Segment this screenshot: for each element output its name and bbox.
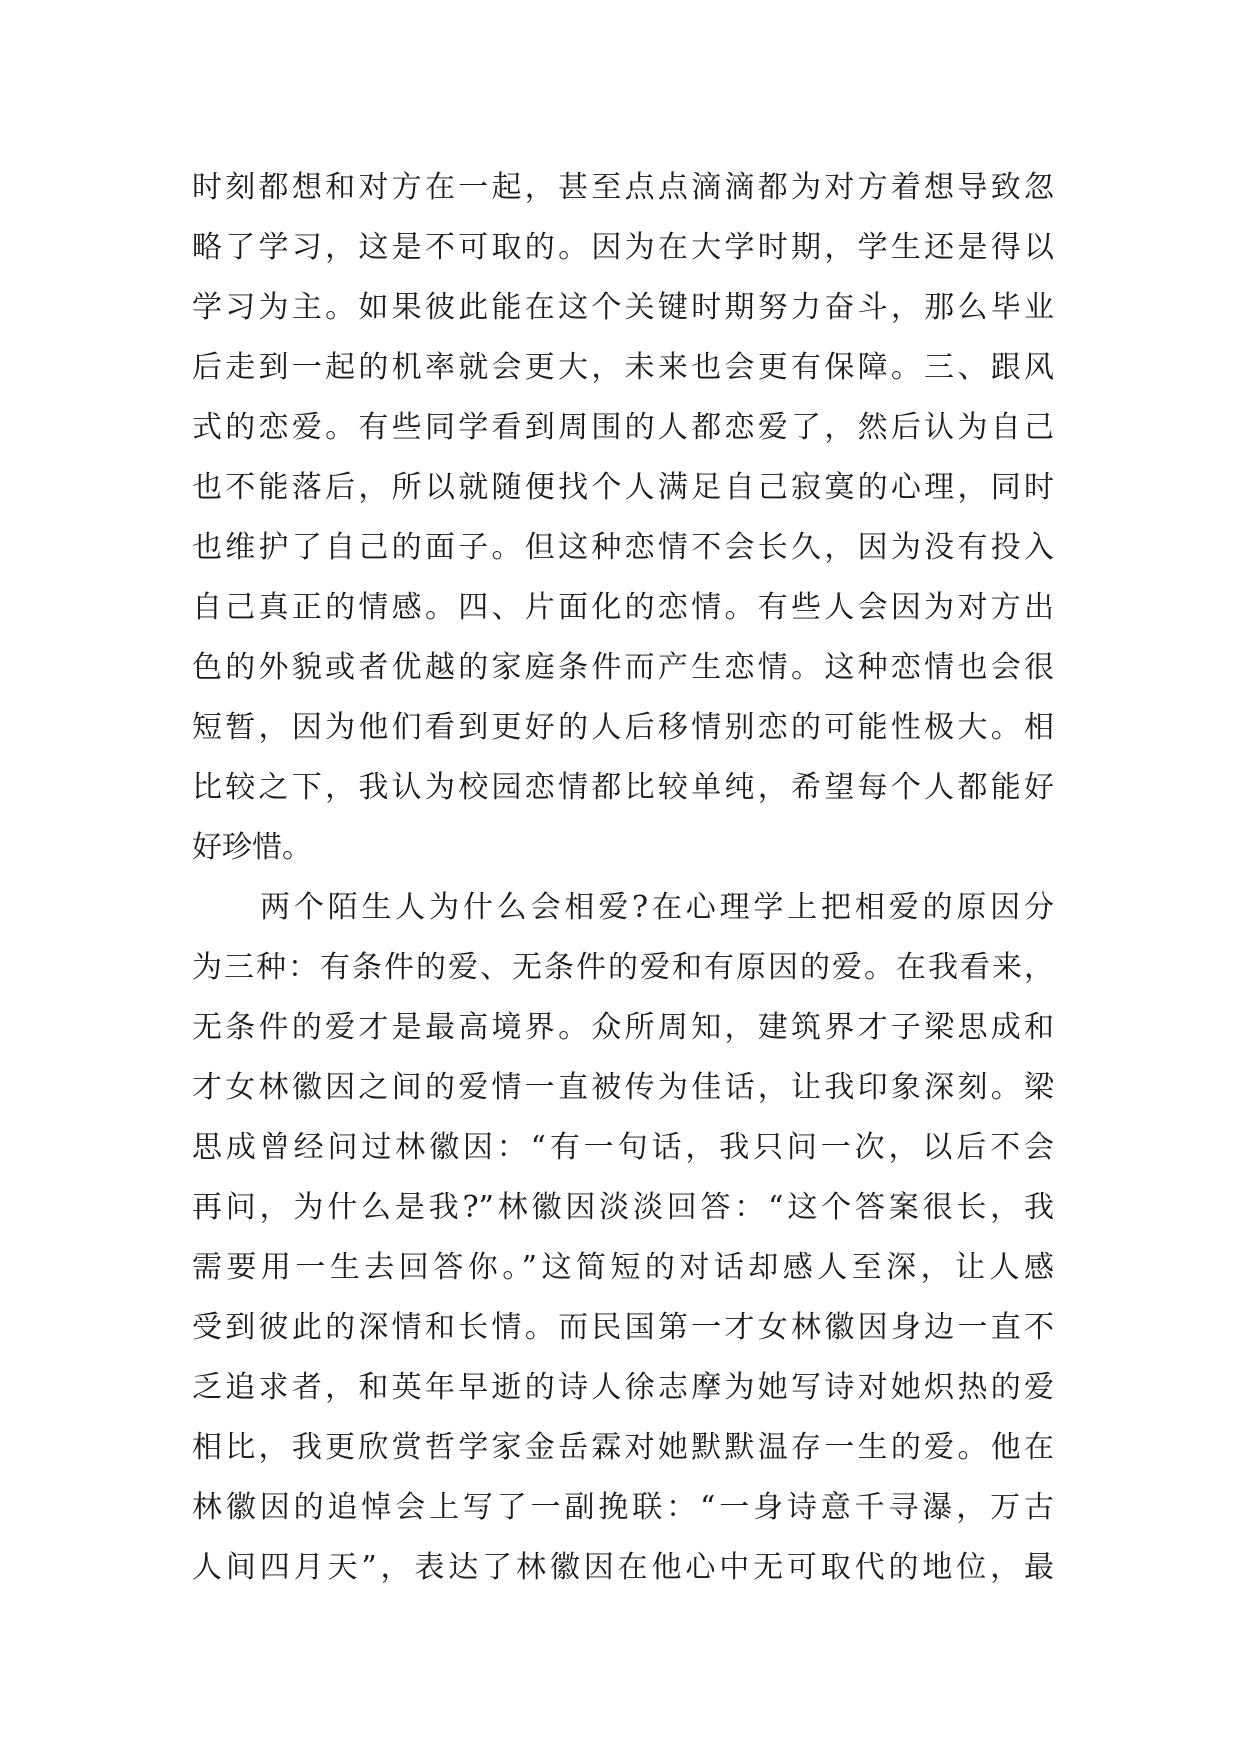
text-line: 人间四月天”，表达了林徽因在他心中无可取代的地位，最	[192, 1550, 1054, 1585]
text-line: 也不能落后，所以就随便找个人满足自己寂寞的心理，同时	[192, 470, 1054, 505]
paragraph-2	[192, 878, 1054, 1598]
text-line: 受到彼此的深情和长情。而民国第一才女林徽因身边一直不	[192, 1310, 1054, 1345]
text-line: 为三种：有条件的爱、无条件的爱和有原因的爱。在我看来，	[192, 950, 1054, 985]
text-line: 无条件的爱才是最高境界。众所周知，建筑界才子梁思成和	[192, 1010, 1054, 1045]
text-line: 时刻都想和对方在一起，甚至点点滴滴都为对方着想导致忽	[192, 170, 1054, 205]
text-line: 式的恋爱。有些同学看到周围的人都恋爱了，然后认为自己	[192, 410, 1054, 445]
text-line: 林徽因的追悼会上写了一副挽联：“一身诗意千寻瀑，万古	[192, 1490, 1054, 1525]
text-line: 两个陌生人为什么会相爱?在心理学上把相爱的原因分	[260, 890, 1054, 925]
text-line: 再问，为什么是我?”林徽因淡淡回答：“这个答案很长，我	[192, 1190, 1054, 1225]
text-line: 需要用一生去回答你。”这简短的对话却感人至深，让人感	[192, 1250, 1054, 1285]
text-line: 才女林徽因之间的爱情一直被传为佳话，让我印象深刻。梁	[192, 1070, 1054, 1105]
text-line: 自己真正的情感。四、片面化的恋情。有些人会因为对方出	[192, 590, 1054, 625]
text-line: 色的外貌或者优越的家庭条件而产生恋情。这种恋情也会很	[192, 650, 1054, 685]
text-line: 也维护了自己的面子。但这种恋情不会长久，因为没有投入	[192, 530, 1054, 565]
text-line: 略了学习，这是不可取的。因为在大学时期，学生还是得以	[192, 230, 1054, 265]
text-line: 好珍惜。	[192, 830, 312, 865]
text-line: 思成曾经问过林徽因：“有一句话，我只问一次，以后不会	[192, 1130, 1054, 1165]
text-line: 短暂，因为他们看到更好的人后移情别恋的可能性极大。相	[192, 710, 1054, 745]
paragraph-1	[192, 158, 1054, 878]
text-line: 相比，我更欣赏哲学家金岳霖对她默默温存一生的爱。他在	[192, 1430, 1054, 1465]
text-line: 学习为主。如果彼此能在这个关键时期努力奋斗，那么毕业	[192, 290, 1054, 325]
text-line: 比较之下，我认为校园恋情都比较单纯，希望每个人都能好	[192, 770, 1054, 805]
text-line: 乏追求者，和英年早逝的诗人徐志摩为她写诗对她炽热的爱	[192, 1370, 1054, 1405]
text-line: 后走到一起的机率就会更大，未来也会更有保障。三、跟风	[192, 350, 1054, 385]
